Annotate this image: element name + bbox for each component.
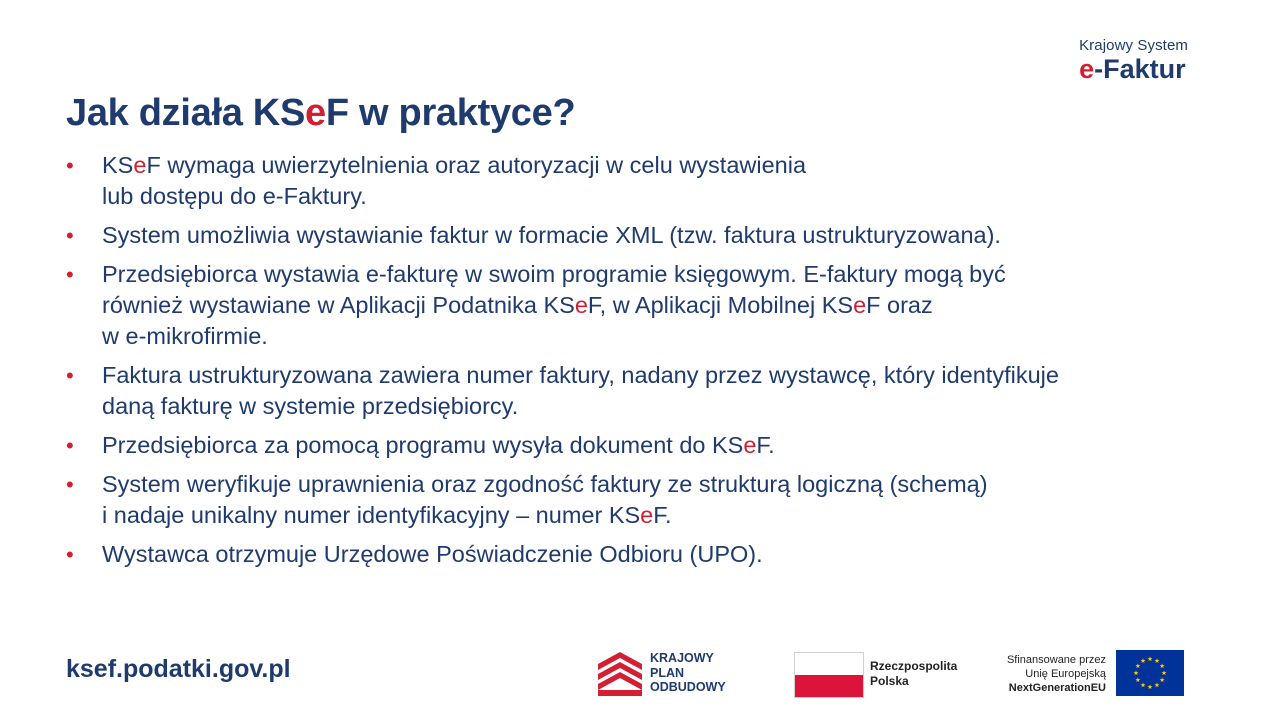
bullet-dot: • <box>66 472 74 497</box>
accent-letter: e <box>574 292 588 318</box>
eu-line3: NextGenerationEU <box>1008 682 1106 694</box>
bullet-text <box>102 222 1001 248</box>
ksef-logo <box>1079 37 1188 82</box>
rp-line1: Rzeczpospolita <box>870 659 958 673</box>
bullet-text <box>102 432 775 458</box>
logo-line2 <box>1079 56 1188 82</box>
eu-star <box>1134 670 1139 675</box>
poland-flag-icon <box>794 652 864 698</box>
bullet-dot: • <box>66 262 74 287</box>
accent-letter: e <box>743 432 757 458</box>
text-run: F oraz w e-mikrofirmie. <box>102 292 933 349</box>
eu-star <box>1148 656 1153 661</box>
bullet-text <box>102 541 763 567</box>
accent-letter: e <box>640 502 654 528</box>
eu-star <box>1160 663 1165 668</box>
kpo-text <box>650 651 726 695</box>
bullet-text <box>102 152 806 209</box>
eu-star <box>1160 677 1165 682</box>
kpo-line1: KRAJOWY <box>650 651 714 665</box>
bullet-item <box>66 430 1206 461</box>
bullet-item <box>66 150 1206 212</box>
bullet-text <box>102 362 1059 419</box>
bullet-item <box>66 220 1206 251</box>
bullet-item <box>66 469 1206 531</box>
text-run: F, w Aplikacji Mobilnej KS <box>587 292 854 318</box>
eu-star <box>1148 684 1153 689</box>
eu-line1: Sfinansowane przez <box>1006 654 1106 666</box>
logo-accent: e <box>1079 54 1095 84</box>
logo-line1: Krajowy System <box>1079 37 1188 54</box>
accent-letter: e <box>133 152 147 178</box>
text-run: System umożliwia wystawianie faktur w formacie XML (tzw. faktura ustrukturyzowana). <box>102 222 1001 248</box>
eu-line2: Unię Europejską <box>1025 668 1106 680</box>
bullet-item <box>66 259 1206 352</box>
eu-star <box>1135 663 1140 668</box>
text-run: Przedsiębiorca wystawia e-fakturę w swoim programie księgowym. E-faktury mogą być również wystawiane w Aplikacji Podatnika KS <box>102 261 1006 318</box>
logo-line2-rest: -Faktur <box>1094 54 1186 84</box>
eu-star <box>1155 658 1160 663</box>
text-run: F. <box>653 502 672 528</box>
rzeczpospolita-logo <box>794 650 974 698</box>
rp-text <box>870 659 957 689</box>
bullet-text <box>102 261 1006 349</box>
bullet-item <box>66 539 1206 570</box>
eu-text <box>1007 653 1106 695</box>
kpo-logo-icon <box>598 650 642 696</box>
bullet-dot: • <box>66 153 74 178</box>
eu-star <box>1135 677 1140 682</box>
text-run: KS <box>102 152 134 178</box>
bullet-dot: • <box>66 363 74 388</box>
eu-star <box>1141 683 1146 688</box>
title-pre: Jak działa KS <box>66 92 305 134</box>
kpo-line2: PLAN <box>650 665 685 680</box>
text-run: F wymaga uwierzytelnienia oraz autoryzacji w celu wystawienia lub dostępu do e-Faktury. <box>102 152 807 209</box>
eu-star <box>1141 658 1146 663</box>
eu-star <box>1155 683 1160 688</box>
rp-line2: Polska <box>870 674 909 688</box>
bullet-item <box>66 360 1206 422</box>
eu-star <box>1162 670 1167 675</box>
eu-flag-icon <box>1116 650 1184 696</box>
kpo-logo <box>598 650 748 698</box>
bullet-dot: • <box>66 433 74 458</box>
eu-logo <box>982 650 1184 698</box>
title-post: F w praktyce? <box>325 92 576 134</box>
page-title <box>66 92 575 135</box>
text-run: Przedsiębiorca za pomocą programu wysyła dokument do KS <box>102 432 744 458</box>
eu-stars <box>1116 650 1184 696</box>
bullet-dot: • <box>66 542 74 567</box>
text-run: Faktura ustrukturyzowana zawiera numer faktury, nadany przez wystawcę, który identyfikuje daną fakturę w systemie przedsiębiorcy. <box>102 362 1059 419</box>
accent-letter: e <box>853 292 867 318</box>
kpo-line3: ODBUDOWY <box>650 680 726 694</box>
text-run: F. <box>756 432 775 458</box>
website-url: ksef.podatki.gov.pl <box>66 655 291 683</box>
bullet-list <box>66 150 1206 578</box>
bullet-dot: • <box>66 223 74 248</box>
text-run: Wystawca otrzymuje Urzędowe Poświadczenie Odbioru (UPO). <box>102 541 763 567</box>
bullet-text <box>102 471 988 528</box>
title-accent: e <box>305 92 326 134</box>
text-run: System weryfikuje uprawnienia oraz zgodność faktury ze strukturą logiczną (schemą) i nadaje unikalny numer identyfikacyjny – numer KS <box>102 471 988 528</box>
